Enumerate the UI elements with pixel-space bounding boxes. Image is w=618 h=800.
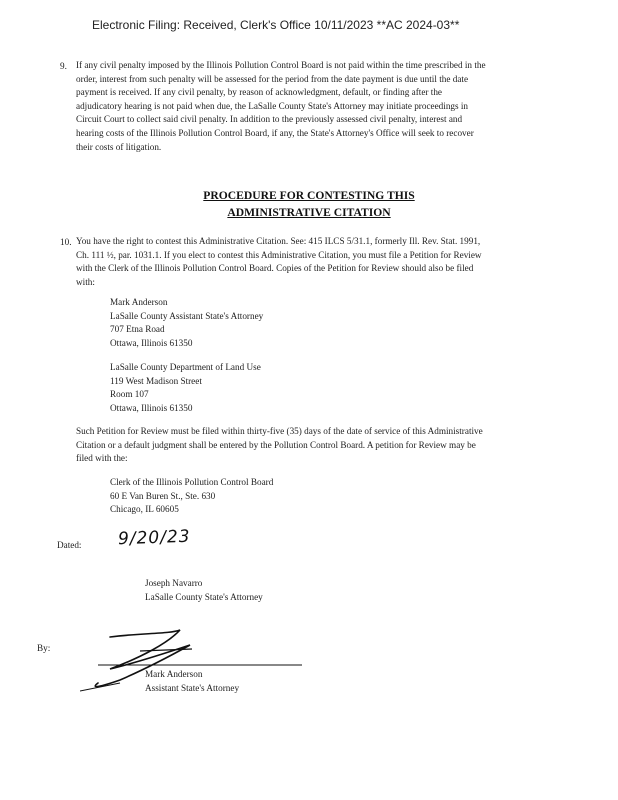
address-block-clerk [110,476,273,517]
filing-stamp-header: Electronic Filing: Received, Clerk's Office 10/11/2023 **AC 2024-03** [92,18,460,32]
address-line: Room 107 [110,389,149,400]
address-block-land-use [110,361,261,415]
address-line: LaSalle County Department of Land Use [110,362,261,372]
address-line: Chicago, IL 60605 [110,504,179,515]
paragraph-10-number: 10. [60,237,72,247]
paragraph-9-number: 9. [60,61,67,71]
paragraph-9-line: Circuit Court to collect said civil penalty. In addition to the previously assessed civil penalty, interest and [76,114,463,125]
signatory-assistant [145,668,239,695]
address-line: Ottawa, Illinois 61350 [110,402,193,413]
petition-line: Citation or a default judgment shall be entered by the Pollution Control Board. A petition for Review may be [76,439,476,450]
address-line: Mark Anderson [110,297,168,307]
paragraph-10 [76,235,576,289]
signatory-title: LaSalle County State's Attorney [145,591,263,602]
address-line: Clerk of the Illinois Pollution Control Board [110,477,274,487]
dated-label: Dated: [57,540,82,550]
section-title-line-2: ADMINISTRATIVE CITATION [227,206,391,219]
petition-paragraph [76,425,586,466]
petition-line: filed with the: [76,453,128,464]
paragraph-9-line: payment is received. If any civil penalty, by reason of acknowledgment, default, or finding after the [76,87,443,98]
paragraph-10-line: Ch. 111 ½, par. 1031.1. If you elect to contest this Administrative Citation, you must file a Petition for Review [76,249,482,260]
address-block-prosecutor [110,296,263,350]
paragraph-10-line: You have the right to contest this Administrative Citation. See: 415 ILCS 5/31.1, formerly Ill. Rev. Stat. 1991, [76,236,481,246]
section-title-line-1: PROCEDURE FOR CONTESTING THIS [203,189,415,202]
paragraph-10-line: with the Clerk of the Illinois Pollution Control Board. Copies of the Petition for Review should also be filed [76,263,474,274]
paragraph-9-line: hearing costs of the Illinois Pollution Control Board, if any, the State's Attorney's Office will seek to recover [76,127,474,138]
signatory-states-attorney [145,577,263,604]
paragraph-9-line: order, interest from such penalty will be assessed for the period from the date payment is due until the date [76,73,469,84]
signatory-name: Joseph Navarro [145,578,203,588]
by-label: By: [37,643,51,653]
address-line: LaSalle County Assistant State's Attorney [110,310,264,321]
paragraph-9 [76,59,576,154]
signatory-title: Assistant State's Attorney [145,682,240,693]
signatory-name: Mark Anderson [145,669,203,679]
paragraph-9-line: their costs of litigation. [76,141,162,152]
address-line: 707 Etna Road [110,324,165,335]
paragraph-9-line: adjudicatory hearing is not paid when due, the LaSalle County State's Attorney may initiate proceedings in [76,100,469,111]
address-line: 119 West Madison Street [110,375,202,386]
paragraph-9-line: If any civil penalty imposed by the Illinois Pollution Control Board is not paid within the time prescribed in the [76,60,486,70]
petition-line: Such Petition for Review must be filed within thirty-five (35) days of the date of service of this Administrative [76,426,483,436]
address-line: Ottawa, Illinois 61350 [110,337,193,348]
paragraph-10-line: with: [76,276,95,287]
handwritten-date: 9/20/23 [117,526,191,550]
address-line: 60 E Van Buren St., Ste. 630 [110,490,216,501]
